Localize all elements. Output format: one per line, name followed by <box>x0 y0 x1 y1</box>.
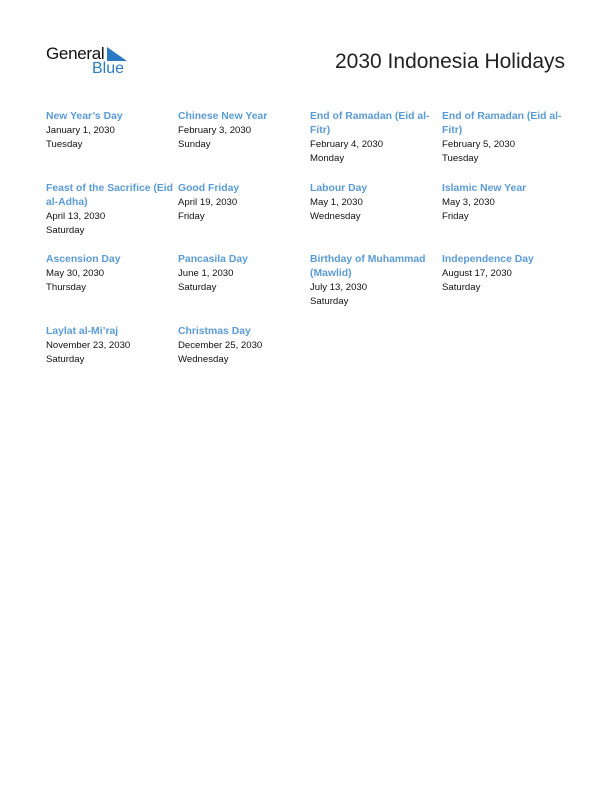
holiday-date: May 3, 2030 <box>442 197 495 208</box>
holiday-entry <box>310 110 442 182</box>
holiday-weekday: Sunday <box>178 139 211 150</box>
holiday-name: Laylat al-Mi’raj <box>46 326 119 337</box>
holiday-entry <box>46 253 178 325</box>
holiday-weekday: Saturday <box>442 282 481 293</box>
holiday-name: Ascension Day <box>46 254 121 265</box>
holiday-row <box>46 182 576 253</box>
holiday-weekday: Friday <box>442 211 469 222</box>
holiday-date: April 19, 2030 <box>178 197 238 208</box>
holiday-date: January 1, 2030 <box>46 125 115 136</box>
holiday-weekday: Monday <box>310 153 345 164</box>
logo-general-text: General <box>46 44 105 63</box>
holiday-name: Birthday of Muhammad (Mawlid) <box>310 254 426 279</box>
holiday-name: Pancasila Day <box>178 254 248 265</box>
holiday-date: December 25, 2030 <box>178 340 263 351</box>
holiday-weekday: Wednesday <box>310 211 361 222</box>
holiday-name: Labour Day <box>310 183 368 194</box>
holiday-entry <box>310 182 442 253</box>
holiday-entry <box>178 110 310 182</box>
holiday-row <box>46 325 576 385</box>
holiday-weekday: Thursday <box>46 282 86 293</box>
holiday-name: End of Ramadan (Eid al-Fitr) <box>442 111 562 136</box>
holiday-entry <box>178 325 310 385</box>
holiday-date: February 3, 2030 <box>178 125 252 136</box>
holiday-weekday: Saturday <box>46 225 85 236</box>
holiday-weekday: Saturday <box>46 354 85 365</box>
holiday-weekday: Friday <box>178 211 205 222</box>
holiday-weekday: Saturday <box>310 296 349 307</box>
holiday-date: April 13, 2030 <box>46 211 106 222</box>
holiday-weekday: Tuesday <box>46 139 83 150</box>
holiday-row <box>46 253 576 325</box>
holiday-entry <box>46 182 178 253</box>
logo-triangle-icon <box>107 47 127 61</box>
holiday-date: November 23, 2030 <box>46 340 131 351</box>
holiday-name: Good Friday <box>178 183 240 194</box>
holiday-grid <box>46 110 576 385</box>
holiday-date: July 13, 2030 <box>310 282 368 293</box>
holiday-entry <box>46 110 178 182</box>
holiday-date: May 1, 2030 <box>310 197 363 208</box>
logo-blue-text: Blue <box>92 60 125 77</box>
holiday-row <box>46 110 576 182</box>
logo <box>46 44 136 78</box>
holiday-name: End of Ramadan (Eid al-Fitr) <box>310 111 430 136</box>
holiday-entry <box>442 253 574 325</box>
holiday-name: Christmas Day <box>178 326 251 337</box>
holiday-date: February 5, 2030 <box>442 139 516 150</box>
holiday-date: August 17, 2030 <box>442 268 512 279</box>
holiday-name: Chinese New Year <box>178 111 268 122</box>
holiday-date: February 4, 2030 <box>310 139 384 150</box>
holiday-name: Independence Day <box>442 254 534 265</box>
holiday-name: New Year’s Day <box>46 111 123 122</box>
holiday-entry <box>442 182 574 253</box>
holiday-name: Feast of the Sacrifice (Eid al-Adha) <box>46 183 174 208</box>
holiday-name: Islamic New Year <box>442 183 527 194</box>
holiday-date: May 30, 2030 <box>46 268 105 279</box>
holiday-weekday: Saturday <box>178 282 217 293</box>
holiday-entry <box>310 253 442 325</box>
holiday-weekday: Tuesday <box>442 153 479 164</box>
holiday-weekday: Wednesday <box>178 354 229 365</box>
holiday-entry <box>442 110 574 182</box>
holiday-entry <box>178 253 310 325</box>
holiday-date: June 1, 2030 <box>178 268 234 279</box>
holiday-entry <box>178 182 310 253</box>
page-title: 2030 Indonesia Holidays <box>335 50 565 73</box>
holiday-entry <box>46 325 178 385</box>
